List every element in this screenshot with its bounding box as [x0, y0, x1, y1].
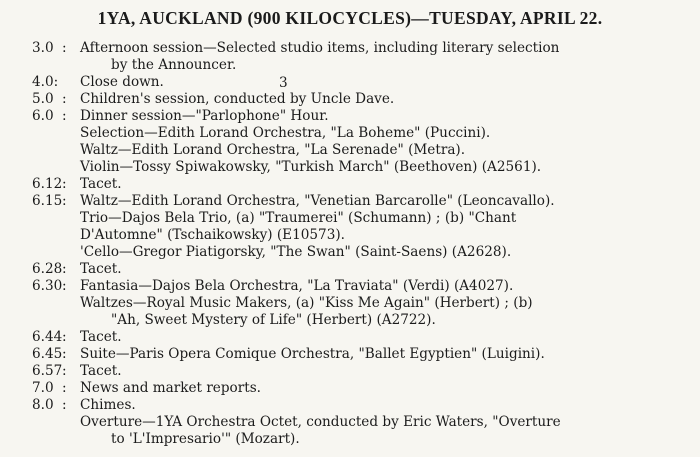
time-label: 6.0: [32, 108, 54, 124]
program-row: [0, 57, 700, 74]
program-row: [0, 227, 700, 244]
time-label: 6.45: [32, 346, 63, 362]
program-text: Close down.: [80, 74, 164, 90]
program-text: Afternoon session—Selected studio items, including literary selection: [80, 40, 560, 56]
separator: :: [62, 91, 67, 107]
program-text: Tacet.: [80, 176, 122, 192]
time-label: 6.28: [32, 261, 63, 277]
program-text: Tacet.: [80, 329, 122, 345]
program-row: [0, 431, 700, 448]
program-text: Chimes.: [80, 397, 136, 413]
program-text: News and market reports.: [80, 380, 261, 396]
time-label: 7.0: [32, 380, 54, 396]
program-text: Overture—1YA Orchestra Octet, conducted by Eric Waters, "Overture: [80, 414, 561, 430]
separator: :: [62, 176, 67, 192]
program-text: Waltzes—Royal Music Makers, (a) "Kiss Me Again" (Herbert) ; (b): [80, 295, 533, 311]
time-label: 6.12: [32, 176, 63, 192]
program-row: [0, 159, 700, 176]
program-row: [0, 295, 700, 312]
time-label: 6.44: [32, 329, 63, 345]
separator: :: [62, 108, 67, 124]
program-text: Waltz—Edith Lorand Orchestra, "La Serenade" (Metra).: [80, 142, 466, 158]
program-text: "Ah, Sweet Mystery of Life" (Herbert) (A2722).: [111, 312, 436, 328]
program-text: 'Cello—Gregor Piatigorsky, "The Swan" (Saint-Saens) (A2628).: [80, 244, 512, 260]
program-text: Waltz—Edith Lorand Orchestra, "Venetian Barcarolle" (Leoncavallo).: [80, 193, 555, 209]
program-row: [0, 397, 700, 414]
program-row: [0, 363, 700, 380]
program-text: Suite—Paris Opera Comique Orchestra, "Ballet Egyptien" (Luigini).: [80, 346, 545, 362]
time-label: 3.0: [32, 40, 54, 56]
program-row: [0, 193, 700, 210]
program-row: [0, 108, 700, 125]
program-row: [0, 261, 700, 278]
time-label: 4.0:: [32, 74, 59, 90]
separator: :: [62, 346, 67, 362]
program-row: [0, 244, 700, 261]
program-row: [0, 125, 700, 142]
program-text: Dinner session—"Parlophone" Hour.: [80, 108, 329, 124]
program-row: [0, 210, 700, 227]
separator: :: [62, 261, 67, 277]
program-text: Fantasia—Dajos Bela Orchestra, "La Traviata" (Verdi) (A4027).: [80, 278, 514, 294]
program-text: Trio—Dajos Bela Trio, (a) "Traumerei" (Schumann) ; (b) "Chant: [80, 210, 517, 226]
separator: :: [62, 193, 67, 209]
program-row: [0, 312, 700, 329]
program-row: [0, 329, 700, 346]
program-text: Tacet.: [80, 261, 122, 277]
program-list: [0, 40, 700, 448]
program-text: Selection—Edith Lorand Orchestra, "La Boheme" (Puccini).: [80, 125, 491, 141]
program-text: D'Automne" (Tschaikowsky) (E10573).: [80, 227, 345, 243]
time-label: 8.0: [32, 397, 54, 413]
separator: :: [62, 278, 67, 294]
program-text: to 'L'Impresario'" (Mozart).: [111, 431, 300, 447]
program-row: [0, 176, 700, 193]
program-text: by the Announcer.: [111, 57, 237, 73]
program-row: [0, 40, 700, 57]
program-row: [0, 142, 700, 159]
program-row: [0, 278, 700, 295]
program-text: Violin—Tossy Spiwakowsky, "Turkish March" (Beethoven) (A2561).: [80, 159, 542, 175]
program-text: Children's session, conducted by Uncle Dave.: [80, 91, 395, 107]
program-row: [0, 414, 700, 431]
program-row: [0, 74, 700, 91]
time-label: 6.57: [32, 363, 63, 379]
separator: :: [62, 380, 67, 396]
separator: :: [62, 397, 67, 413]
time-label: 6.30: [32, 278, 63, 294]
program-row: [0, 380, 700, 397]
time-label: 6.15: [32, 193, 63, 209]
separator: :: [62, 329, 67, 345]
page-title: 1YA, AUCKLAND (900 KILOCYCLES)—TUESDAY, APRIL 22.: [97, 8, 603, 28]
separator: :: [62, 363, 67, 379]
program-text: Tacet.: [80, 363, 122, 379]
program-row: [0, 91, 700, 108]
margin-mark: 3: [279, 75, 288, 91]
separator: :: [62, 40, 67, 56]
time-label: 5.0: [32, 91, 54, 107]
program-row: [0, 346, 700, 363]
